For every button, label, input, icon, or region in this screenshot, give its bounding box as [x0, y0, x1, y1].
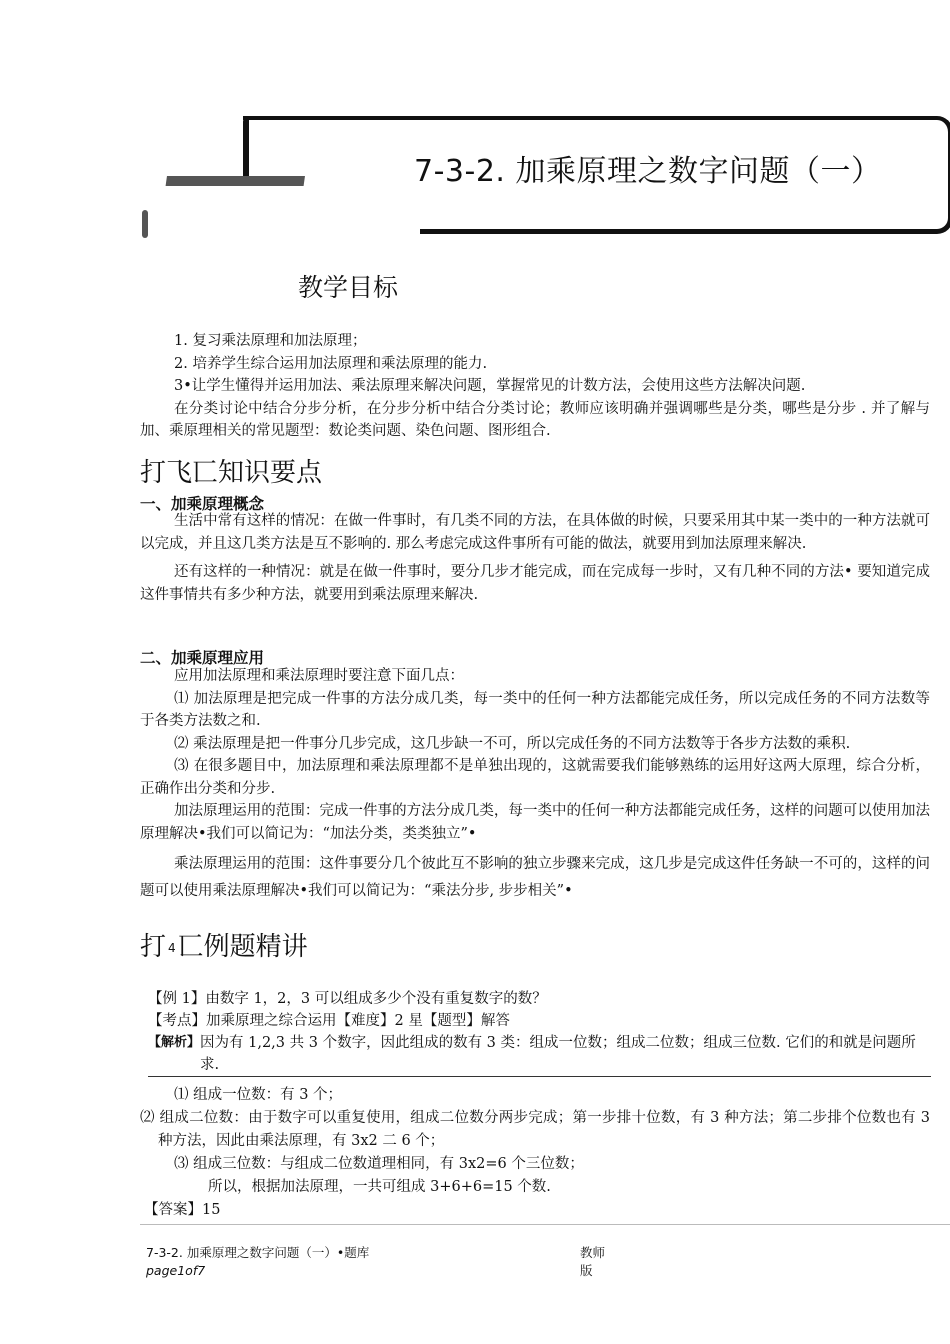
application-point: ⑴ 加法原理是把完成一件事的方法分成几类，每一类中的任何一种方法都能完成任务，所以完成任务的不同方法数等于各类方法数之和. [140, 690, 930, 729]
answer: 【答案】15 [144, 1202, 221, 1218]
example1-steps [140, 1084, 930, 1222]
analysis-text: 因为有 1,2,3 共 3 个数字，因此组成的数有 3 类：组成一位数；组成二位数；组成三位数. 它们的和就是问题所求. [200, 1035, 916, 1073]
page-title: 7-3-2. 加乘原理之数字问题（一） [414, 154, 882, 189]
footer-edition: 版 [580, 1263, 593, 1278]
concept-block [140, 510, 930, 606]
objectives-block [140, 330, 930, 443]
knowledge-heading: 打飞匸知识要点 [140, 458, 323, 488]
application-intro: 应用加法原理和乘法原理时要注意下面几点： [174, 668, 464, 684]
step-item: ⑴ 组成一位数：有 3 个； [174, 1087, 343, 1103]
concept-paragraph: 还有这样的一种情况：就是在做一件事时，要分几步才能完成，而在完成每一步时，又有几种不同的方法• 要知道完成这件事情共有多少种方法，就要用到乘法原理来解决. [140, 564, 930, 603]
example1-question: 【例 1】由数字 1，2，3 可以组成多少个没有重复数字的数？ [148, 991, 547, 1007]
footer-left [146, 1244, 369, 1280]
step-item: ⑶ 组成三位数：与组成二位数道理相同，有 3x2=6 个三位数； [174, 1156, 584, 1172]
examples-heading-post: 匸例题精讲 [177, 932, 308, 962]
footer-right [580, 1244, 605, 1280]
footer-edition: 教师 [580, 1245, 606, 1260]
concept-heading: 一、加乘原理概念 [140, 495, 265, 513]
examples-heading-small: 4 [168, 940, 176, 955]
application-scope: 乘法原理运用的范围：这件事要分几个彼此互不影响的独立步骤来完成，这几步是完成这件任务缺一不可的，这样的问题可以使用乘法原理解决•我们可以简记为：“乘法分步, 步步相关”• [140, 856, 930, 899]
step-item: ⑵ 组成二位数：由于数字可以重复使用，组成二位数分两步完成；第一步排十位数，有 3 种方法；第二步排个位数也有 3 种方法，因此由乘法原理，有 3x2 二 6 个； [140, 1110, 930, 1149]
application-point: ⑶ 在很多题目中，加法原理和乘法原理都不是单独出现的，这就需要我们能够熟练的运用好这两大原理，综合分析，正确作出分类和分步. [140, 758, 930, 797]
footer-divider [140, 1224, 950, 1225]
objective-item: 2. 培养学生综合运用加法原理和乘法原理的能力. [174, 355, 488, 372]
step-item: 所以，根据加法原理，一共可组成 3+6+6=15 个数. [208, 1179, 551, 1195]
objective-heading: 教学目标 [298, 273, 399, 302]
application-point: ⑵ 乘法原理是把一件事分几步完成，这几步缺一不可，所以完成任务的不同方法数等于各步方法数的乘积. [174, 735, 851, 752]
objective-note: 在分类讨论中结合分步分析，在分步分析中结合分类讨论；教师应该明确并强调哪些是分类，哪些是分步 . 并了解与加、乘原理相关的常见题型：数论类问题、染色问题、图形组合. [140, 400, 930, 439]
objective-item: 1. 复习乘法原理和加法原理； [174, 333, 367, 349]
application-block [140, 665, 930, 905]
analysis-label: 【解析】 [148, 1035, 201, 1050]
examples-heading-pre: 打 [140, 932, 167, 962]
example1-meta: 【考点】加乘原理之综合运用【难度】2 星【题型】解答 [148, 1013, 510, 1029]
footer-page-number: page1of7 [146, 1263, 206, 1278]
application-heading: 二、加乘原理应用 [140, 649, 265, 667]
example1-analysis [148, 1032, 930, 1076]
footer-doc-name: 7-3-2. 加乘原理之数字问题（一）•题库 [146, 1245, 370, 1260]
divider [148, 1076, 931, 1077]
book-spine-graphic [142, 210, 148, 238]
application-scope: 加法原理运用的范围：完成一件事的方法分成几类，每一类中的任何一种方法都能完成任务，这样的问题可以使用加法原理解决•我们可以简记为：“加法分类，类类独立”• [140, 803, 930, 842]
title-mask [150, 186, 420, 250]
concept-paragraph: 生活中常有这样的情况：在做一件事时，有几类不同的方法，在具体做的时候，只要采用其中某一类中的一种方法就可以完成，并且这几类方法是互不影响的. 那么考虑完成这件事所有可能的做法，就要用到加法原理来解决. [140, 513, 930, 552]
example1-block [148, 988, 930, 1076]
examples-heading [140, 926, 308, 963]
objective-item: 3•让学生懂得并运用加法、乘法原理来解决问题，掌握常见的计数方法，会使用这些方法解决问题. [174, 378, 806, 394]
